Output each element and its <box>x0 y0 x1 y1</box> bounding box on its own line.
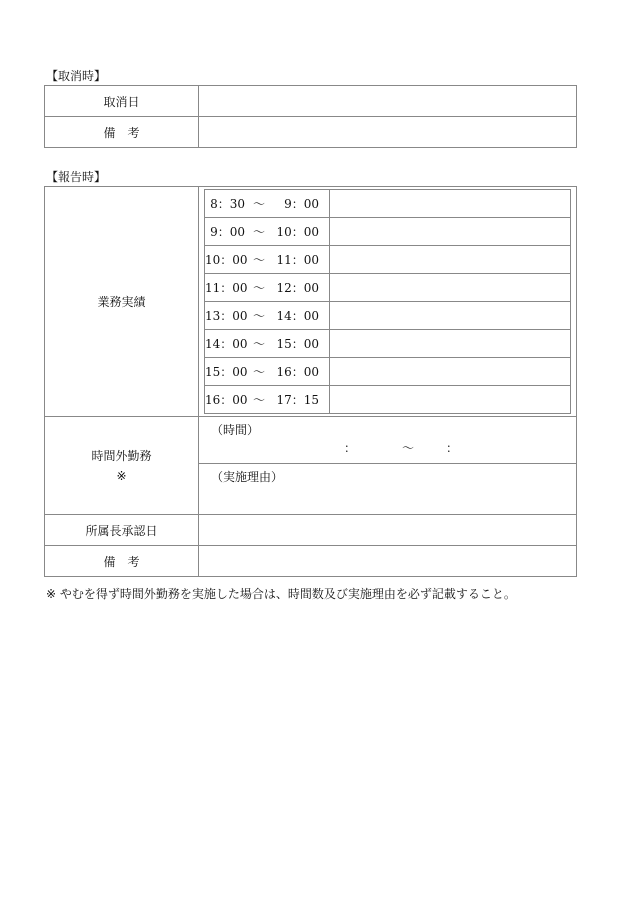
schedule-content-field[interactable] <box>330 386 571 414</box>
report-table <box>44 186 577 577</box>
slot-separator: ～ <box>252 281 265 295</box>
schedule-content-field[interactable] <box>330 246 571 274</box>
schedule-row <box>205 218 571 246</box>
schedule-row <box>205 386 571 414</box>
slot-start-time: 13：00 <box>205 309 248 323</box>
cancel-section-heading: 【取消時】 <box>46 69 107 83</box>
approval-date-field[interactable] <box>199 515 577 546</box>
schedule-time-cell <box>205 190 330 218</box>
schedule-time-cell <box>205 218 330 246</box>
slot-end-time: 17：15 <box>276 393 319 407</box>
overtime-reason-field[interactable] <box>199 464 577 515</box>
slot-end-time: 14：00 <box>276 309 319 323</box>
overtime-start-colon: ： <box>344 441 357 455</box>
overtime-time-label: （時間） <box>211 423 260 437</box>
slot-start-time: 15：00 <box>205 365 248 379</box>
slot-end-time: 15：00 <box>276 337 319 351</box>
slot-start-time: 11：00 <box>205 281 248 295</box>
work-record-label: 業務実績 <box>45 187 199 417</box>
slot-start-time: 9：00 <box>210 225 245 239</box>
footnote: ※ やむを得ず時間外勤務を実施した場合は、時間数及び実施理由を必ず記載すること。 <box>46 587 516 601</box>
slot-start-time: 16：00 <box>205 393 248 407</box>
schedule-content-field[interactable] <box>330 330 571 358</box>
report-remarks-row <box>45 546 577 577</box>
cancel-date-field[interactable] <box>199 86 577 117</box>
schedule-content-field[interactable] <box>330 218 571 246</box>
schedule-row <box>205 358 571 386</box>
overtime-reason-label: （実施理由） <box>211 470 284 484</box>
work-record-cell <box>199 187 577 417</box>
overtime-time-field[interactable] <box>199 417 577 464</box>
overtime-end-colon: ： <box>446 441 459 455</box>
slot-separator: ～ <box>252 225 265 239</box>
approval-date-label: 所属長承認日 <box>45 515 199 546</box>
slot-start-time: 14：00 <box>205 337 248 351</box>
slot-end-time: 12：00 <box>276 281 319 295</box>
slot-start-time: 10：00 <box>205 253 248 267</box>
cancel-date-row <box>45 86 577 117</box>
slot-end-time: 9：00 <box>284 197 319 211</box>
cancel-remarks-field[interactable] <box>199 117 577 148</box>
slot-separator: ～ <box>252 393 265 407</box>
schedule-time-cell <box>205 246 330 274</box>
report-remarks-label: 備 考 <box>45 546 199 577</box>
approval-row <box>45 515 577 546</box>
schedule-content-field[interactable] <box>330 302 571 330</box>
overtime-time-separator: ～ <box>402 441 415 455</box>
cancel-date-label: 取消日 <box>45 86 199 117</box>
slot-separator: ～ <box>252 253 265 267</box>
schedule-row <box>205 246 571 274</box>
slot-end-time: 16：00 <box>276 365 319 379</box>
slot-separator: ～ <box>252 337 265 351</box>
schedule-content-field[interactable] <box>330 358 571 386</box>
overtime-label: 時間外勤務 <box>91 448 152 463</box>
schedule-time-cell <box>205 302 330 330</box>
cancel-remarks-row <box>45 117 577 148</box>
schedule-content-field[interactable] <box>330 274 571 302</box>
schedule-row <box>205 302 571 330</box>
schedule-content-field[interactable] <box>330 190 571 218</box>
schedule-table <box>204 189 571 414</box>
slot-end-time: 10：00 <box>276 225 319 239</box>
slot-start-time: 8：30 <box>210 197 245 211</box>
cancel-remarks-label: 備 考 <box>45 117 199 148</box>
schedule-time-cell <box>205 330 330 358</box>
schedule-row <box>205 330 571 358</box>
slot-separator: ～ <box>252 197 265 211</box>
overtime-time-template <box>199 439 576 456</box>
schedule-time-cell <box>205 274 330 302</box>
slot-separator: ～ <box>252 365 265 379</box>
slot-end-time: 11：00 <box>276 253 319 267</box>
schedule-row <box>205 190 571 218</box>
cancel-table <box>44 85 577 148</box>
overtime-label-cell <box>45 417 199 515</box>
schedule-time-cell <box>205 358 330 386</box>
report-section-heading: 【報告時】 <box>46 170 107 184</box>
work-record-row <box>45 187 577 417</box>
overtime-mark: ※ <box>116 468 127 483</box>
schedule-row <box>205 274 571 302</box>
overtime-time-row <box>45 417 577 464</box>
schedule-time-cell <box>205 386 330 414</box>
report-remarks-field[interactable] <box>199 546 577 577</box>
slot-separator: ～ <box>252 309 265 323</box>
